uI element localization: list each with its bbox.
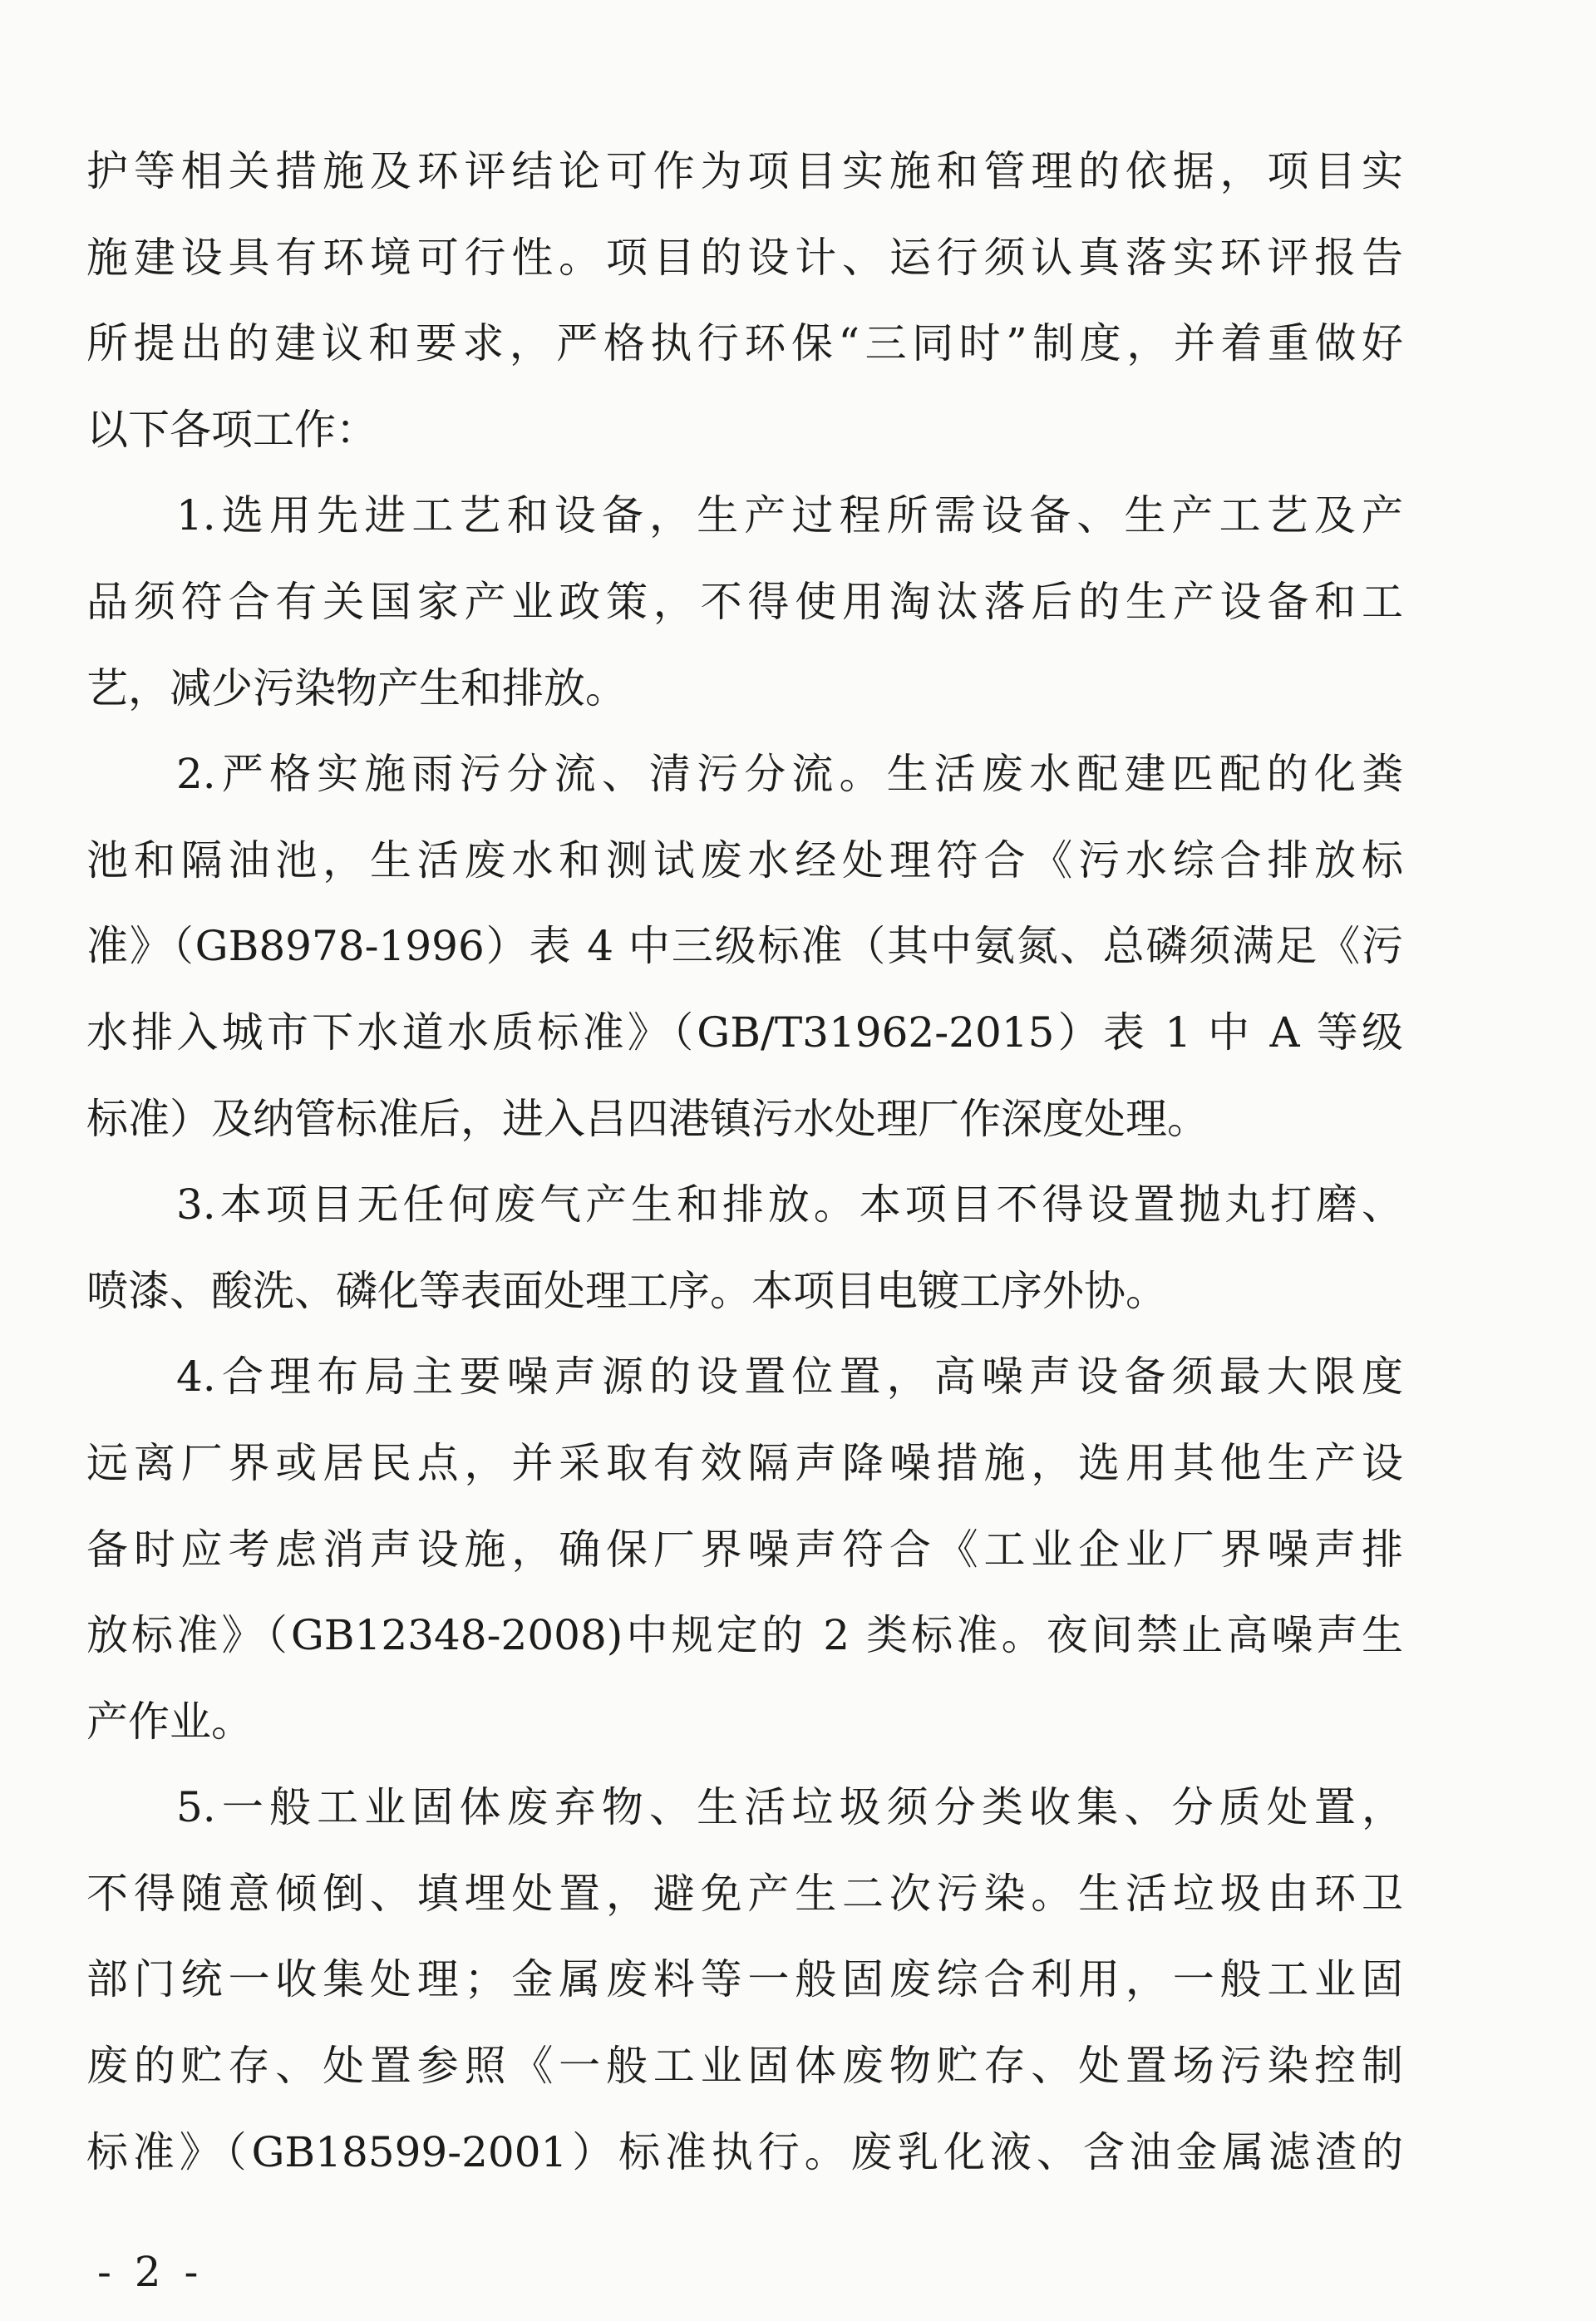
text-line: 艺，减少污染物产生和排放。 <box>86 663 627 712</box>
text-line: 施建设具有环境可行性。项目的设计、运行须认真落实环评报告 <box>86 233 1403 282</box>
text-line: 标准）及纳管标准后，进入吕四港镇污水处理厂作深度处理。 <box>86 1094 1209 1143</box>
text-line: 部门统一收集处理；金属废料等一般固废综合利用，一般工业固 <box>86 1955 1403 2004</box>
paragraph <box>86 732 1403 1162</box>
text-line: 水排入城市下水道水质标准》（GB/T31962-2015）表 1 中 A 等级 <box>86 1008 1403 1057</box>
text-line: 3.本项目无任何废气产生和排放。本项目不得设置抛丸打磨、 <box>176 1180 1403 1229</box>
text-line: 品须符合有关国家产业政策，不得使用淘汰落后的生产设备和工 <box>86 577 1403 626</box>
paragraph <box>86 1334 1403 1765</box>
page-number: - 2 - <box>97 2248 204 2296</box>
text-line: 护等相关措施及环评结论可作为项目实施和管理的依据，项目实 <box>86 147 1403 195</box>
text-line: 喷漆、酸洗、磷化等表面处理工序。本项目电镀工序外协。 <box>86 1266 1167 1315</box>
text-line: 标准》（GB18599-2001）标准执行。废乳化液、含油金属滤渣的 <box>86 2127 1403 2176</box>
paragraph <box>86 473 1403 732</box>
text-line: 5.一般工业固体废弃物、生活垃圾须分类收集、分质处置， <box>176 1783 1403 1832</box>
text-line: 远离厂界或居民点，并采取有效隔声降噪措施，选用其他生产设 <box>86 1438 1403 1487</box>
text-line: 备时应考虑消声设施，确保厂界噪声符合《工业企业厂界噪声排 <box>86 1525 1403 1574</box>
text-line: 废的贮存、处置参照《一般工业固体废物贮存、处置场污染控制 <box>86 2042 1403 2091</box>
paragraph <box>86 129 1403 473</box>
paragraph <box>86 1765 1403 2195</box>
text-line: 池和隔油池，生活废水和测试废水经处理符合《污水综合排放标 <box>86 835 1403 885</box>
text-line: 以下各项工作： <box>86 405 377 454</box>
body-text <box>86 129 1403 2195</box>
text-line: 2.严格实施雨污分流、清污分流。生活废水配建匹配的化粪 <box>176 750 1403 799</box>
text-line: 准》（GB8978-1996）表 4 中三级标准（其中氨氮、总磷须满足《污 <box>86 922 1403 971</box>
paragraph <box>86 1162 1403 1334</box>
text-line: 4.合理布局主要噪声源的设置位置，高噪声设备须最大限度 <box>176 1353 1403 1402</box>
text-line: 不得随意倾倒、填埋处置，避免产生二次污染。生活垃圾由环卫 <box>86 1869 1403 1918</box>
text-line: 放标准》（GB12348-2008)中规定的 2 类标准。夜间禁止高噪声生 <box>86 1611 1403 1660</box>
text-line: 产作业。 <box>86 1697 253 1746</box>
text-line: 1.选用先进工艺和设备，生产过程所需设备、生产工艺及产 <box>176 491 1403 540</box>
text-line: 所提出的建议和要求，严格执行环保“三同时”制度，并着重做好 <box>86 319 1403 368</box>
